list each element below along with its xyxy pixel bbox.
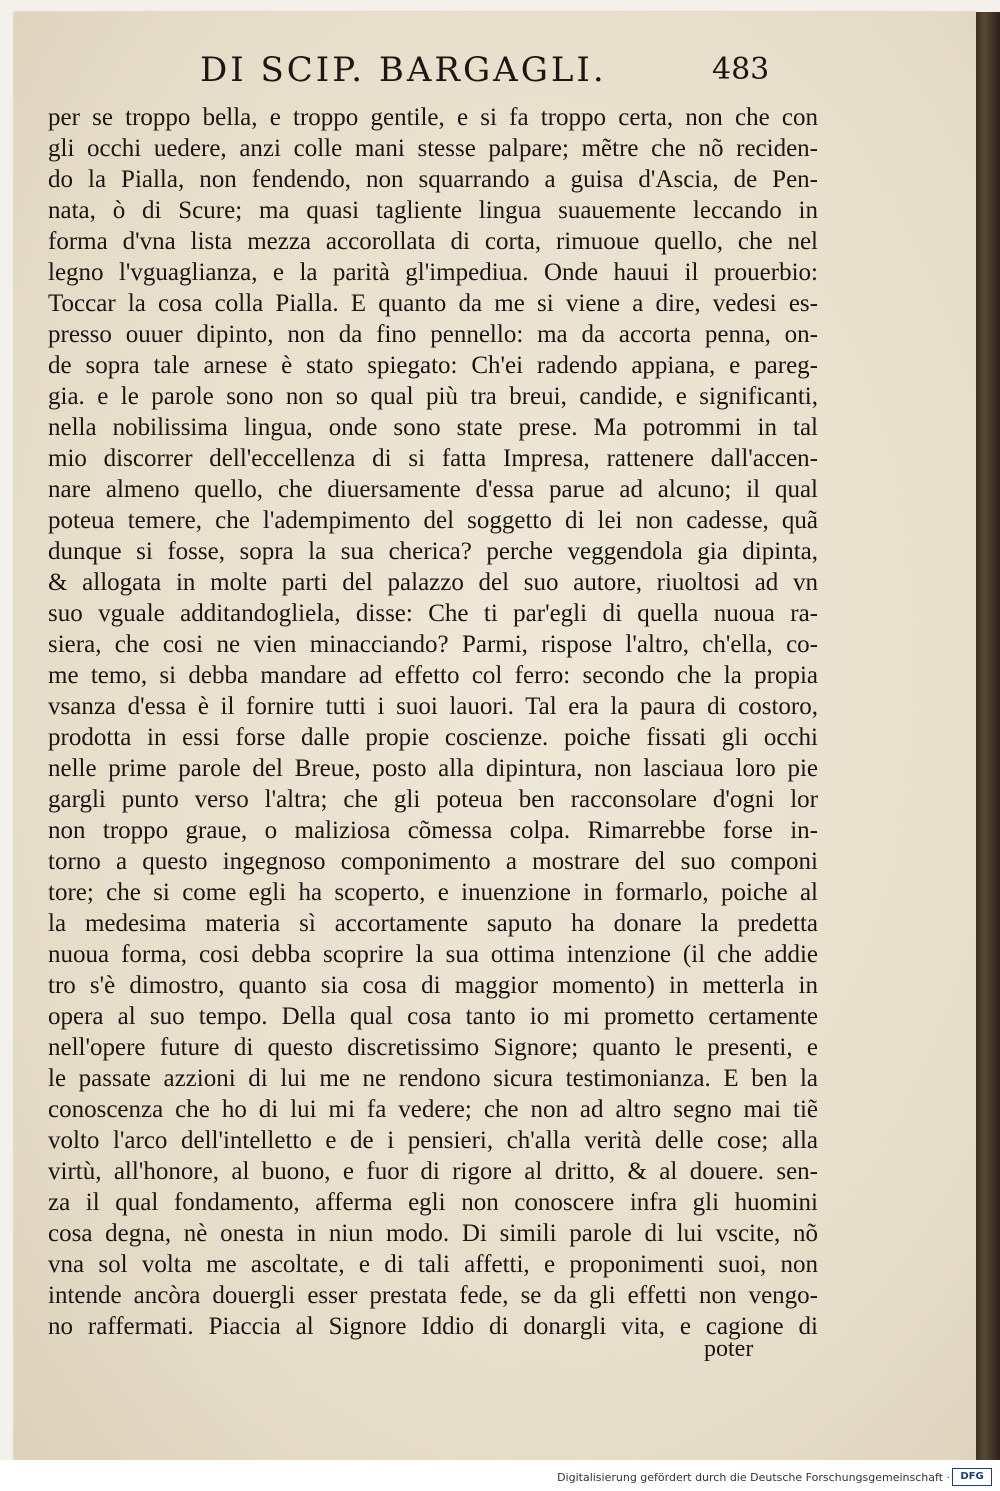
text-line: virtù, all'honore, al buono, e fuor di rigore al dritto, & al douere. sen- (48, 1158, 818, 1185)
text-line: de sopra tale arnese è stato spiegato: Ch'ei radendo appiana, e pareg- (48, 352, 818, 379)
text-line: forma d'vna lista mezza accorollata di corta, rimuoue quello, che nel (48, 228, 818, 255)
text-line: per se troppo bella, e troppo gentile, e si fa troppo certa, non che con (48, 104, 818, 131)
text-line: non troppo graue, o maliziosa cõmessa colpa. Rimarrebbe forse in- (48, 817, 818, 844)
text-line: poteua temere, che l'adempimento del soggetto di lei non cadesse, quã (48, 507, 818, 534)
text-line: gia. e le parole sono non so qual più tra breui, candide, e significanti, (48, 383, 818, 410)
text-line: nata, ò di Scure; ma quasi tagliente lingua suauemente leccando in (48, 197, 818, 224)
text-line: nella nobilissima lingua, onde sono state prese. Ma potrommi in tal (48, 414, 818, 441)
text-line: gargli punto verso l'altra; che gli poteua ben racconsolare d'ogni lor (48, 786, 818, 813)
running-head-title: DI SCIP. BARGAGLI. (200, 50, 607, 90)
text-line: suo vguale additandogliela, disse: Che ti par'egli di quella nuoua ra- (48, 600, 818, 627)
book-edge (976, 12, 1000, 1460)
text-line: gli occhi uedere, anzi colle mani stesse palpare; mẽtre che nõ reciden- (48, 135, 818, 162)
text-line: volto l'arco dell'intelletto e de i pensieri, ch'alla verità delle cose; alla (48, 1127, 818, 1154)
text-line: & allogata in molte parti del palazzo del suo autore, riuoltosi ad vn (48, 569, 818, 596)
text-line: la medesima materia sì accortamente saputo ha donare la predetta (48, 910, 818, 937)
catchword: poter (704, 1336, 754, 1362)
text-line: nelle prime parole del Breue, posto alla dipintura, non lasciaua loro pie (48, 755, 818, 782)
text-line: le passate azzioni di lui me ne rendono sicura testimonianza. E ben la (48, 1065, 818, 1092)
text-line: Toccar la cosa colla Pialla. E quanto da me si viene a dire, vedesi es- (48, 290, 818, 317)
text-line: do la Pialla, non fendendo, non squarrando a guisa d'Ascia, de Pen- (48, 166, 818, 193)
text-line: legno l'vguaglianza, e la parità gl'impediua. Onde hauui il prouerbio: (48, 259, 818, 286)
text-line: za il qual fondamento, afferma egli non conoscere infra gli huomini (48, 1189, 818, 1216)
text-line: nell'opere future di questo discretissimo Signore; quanto le presenti, e (48, 1034, 818, 1061)
text-line: me temo, si debba mandare ad effetto col ferro: secondo che la propia (48, 662, 818, 689)
running-head (200, 50, 960, 100)
text-line: cosa degna, nè onesta in niun modo. Di simili parole di lui vscite, nõ (48, 1220, 818, 1247)
text-line: siera, che cosi ne vien minacciando? Parmi, rispose l'altro, ch'ella, co- (48, 631, 818, 658)
text-line: vna sol volta me ascoltate, e di tali affetti, e proponimenti suoi, non (48, 1251, 818, 1278)
text-line: prodotta in essi forse dalle propie coscienze. poiche fissati gli occhi (48, 724, 818, 751)
text-line: nuoua forma, cosi debba scoprire la sua ottima intenzione (il che addie (48, 941, 818, 968)
text-line: no raffermati. Piaccia al Signore Iddio di donargli vita, e cagione di (48, 1313, 818, 1340)
text-line: conoscenza che ho di lui mi fa vedere; che non ad altro segno mai tiẽ (48, 1096, 818, 1123)
text-line: presso ouuer dipinto, non da fino pennello: ma da accorta penna, on- (48, 321, 818, 348)
page-number: 483 (712, 52, 770, 87)
text-line: tro s'è dimostro, quanto sia cosa di maggior momento) in metterla in (48, 972, 818, 999)
digitization-credit: Digitalisierung gefördert durch die Deutsche Forschungsgemeinschaft · (557, 1471, 950, 1484)
text-line: tore; che si come egli ha scoperto, e inuenzione in formarlo, poiche al (48, 879, 818, 906)
text-line: torno a questo ingegnoso componimento a mostrare del suo componi (48, 848, 818, 875)
text-line: mio discorrer dell'eccellenza di si fatta Impresa, rattenere dall'accen- (48, 445, 818, 472)
text-line: vsanza d'essa è il fornire tutti i suoi lauori. Tal era la paura di costoro, (48, 693, 818, 720)
text-line: opera al suo tempo. Della qual cosa tanto io mi prometto certamente (48, 1003, 818, 1030)
text-line: dunque si fosse, sopra la sua cherica? perche veggendola gia dipinta, (48, 538, 818, 565)
dfg-logo: DFG (952, 1468, 992, 1486)
text-line: nare almeno quello, che diuersamente d'essa parue ad alcuno; il qual (48, 476, 818, 503)
text-line: intende ancòra douergli esser prestata fede, se da gli effetti non vengo- (48, 1282, 818, 1309)
body-text (48, 102, 818, 1342)
